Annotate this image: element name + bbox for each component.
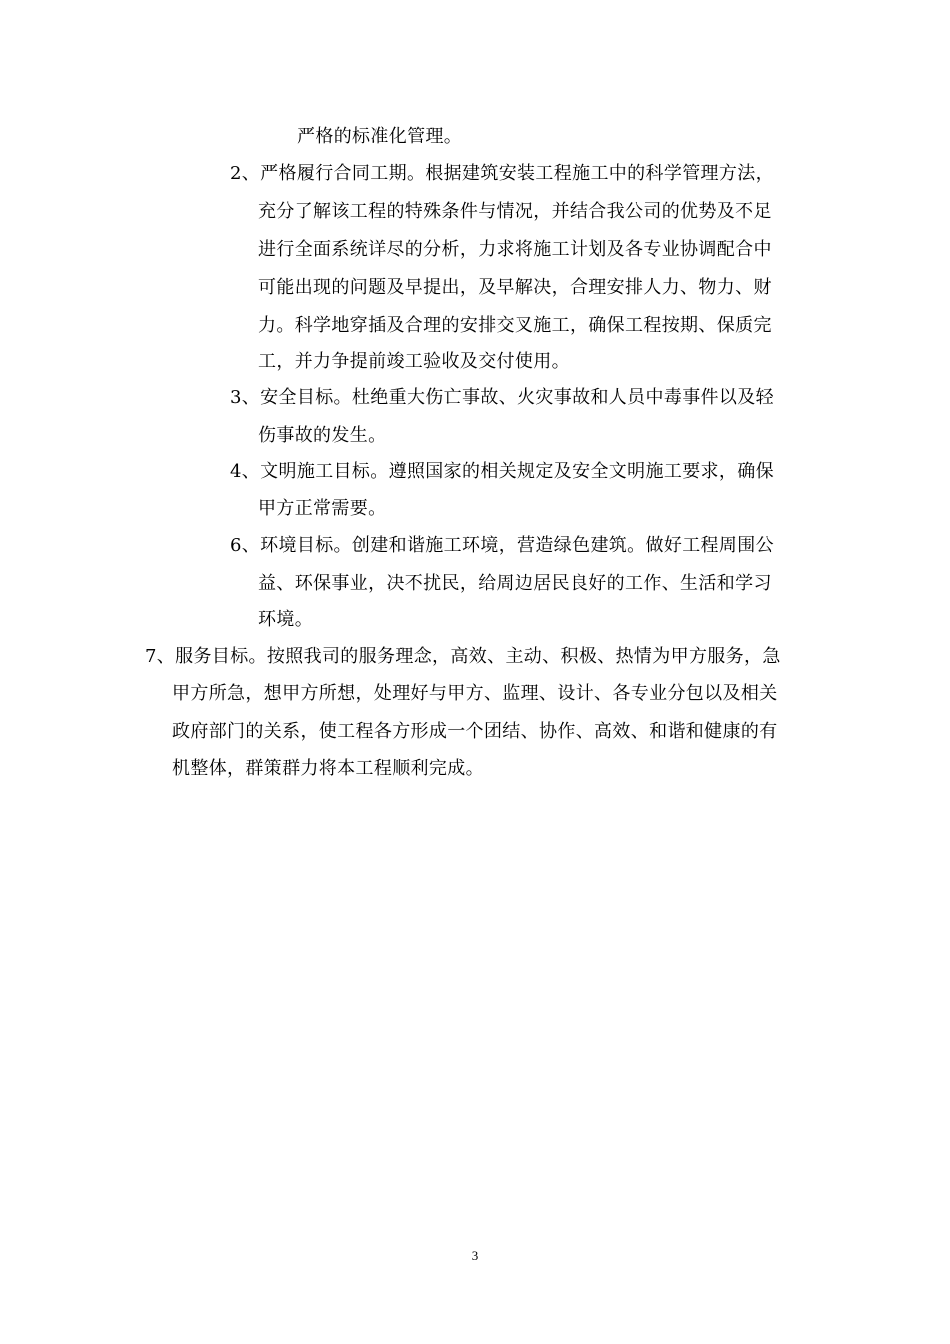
item-2-line-4: 可能出现的问题及早提出，及早解决，合理安排人力、物力、财 (258, 277, 772, 298)
item-7-line-2: 甲方所急，想甲方所想，处理好与甲方、监理、设计、各专业分包以及相关 (172, 683, 778, 704)
carryover-line: 严格的标准化管理。 (297, 126, 463, 147)
item-7-line-3: 政府部门的关系，使工程各方形成一个团结、协作、高效、和谐和健康的有 (172, 721, 778, 742)
item-2-line-3: 进行全面系统详尽的分析，力求将施工计划及各专业协调配合中 (258, 239, 772, 260)
item-2-line-2: 充分了解该工程的特殊条件与情况，并结合我公司的优势及不足 (258, 201, 772, 222)
item-7-line-1: 7、服务目标。按照我司的服务理念，高效、主动、积极、热情为甲方服务，急 (145, 646, 781, 667)
item-6-line-2: 益、环保事业，决不扰民，给周边居民良好的工作、生活和学习 (258, 573, 772, 594)
item-6-line-3: 环境。 (258, 609, 314, 630)
item-6-line-1: 6、环境目标。创建和谐施工环境，营造绿色建筑。做好工程周围公 (230, 535, 774, 556)
item-7-line-4: 机整体，群策群力将本工程顺利完成。 (172, 758, 484, 779)
item-4-line-2: 甲方正常需要。 (258, 498, 387, 519)
item-4-line-1: 4、文明施工目标。遵照国家的相关规定及安全文明施工要求，确保 (230, 461, 774, 482)
item-3-line-1: 3、安全目标。杜绝重大伤亡事故、火灾事故和人员中毒事件以及轻 (230, 387, 774, 408)
page-number: 3 (471, 1248, 479, 1263)
item-3-line-2: 伤事故的发生。 (258, 425, 387, 446)
item-2-line-1: 2、严格履行合同工期。根据建筑安装工程施工中的科学管理方法， (230, 163, 774, 184)
item-2-line-5: 力。科学地穿插及合理的安排交叉施工，确保工程按期、保质完 (258, 315, 772, 336)
item-2-line-6: 工，并力争提前竣工验收及交付使用。 (258, 351, 570, 372)
